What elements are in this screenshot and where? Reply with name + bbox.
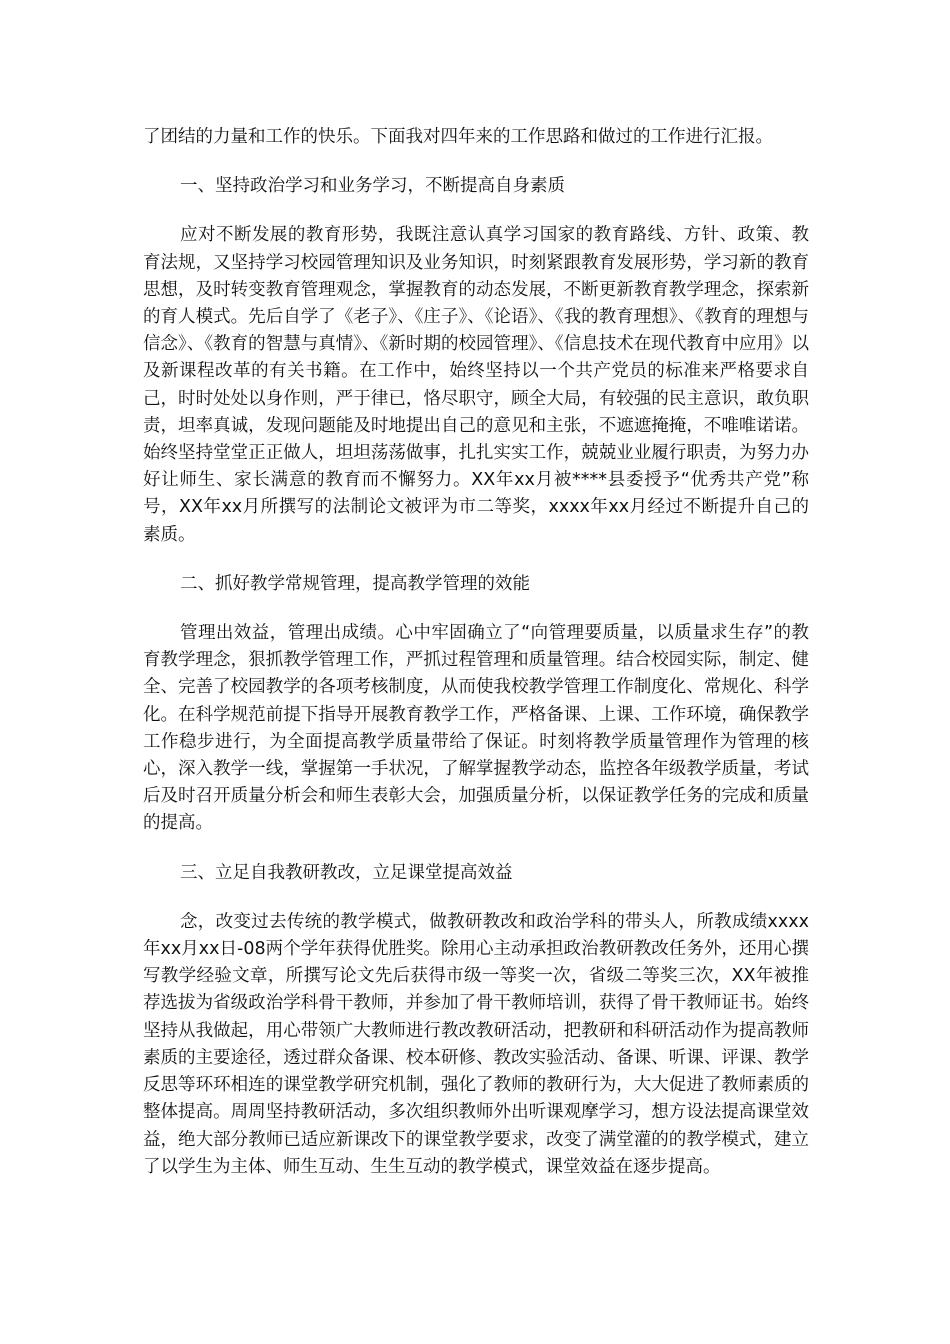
spacer [143,887,809,909]
spacer [143,838,809,860]
section-heading-1: 一、坚持政治学习和业务学习，不断提高自身素质 [180,176,565,197]
section-heading-2: 二、抓好教学常规管理，提高教学管理的效能 [180,573,530,594]
spacer [143,200,809,222]
section-body-1: 应对不断发展的教育形势，我既注意认真学习国家的教育路线、方针、政策、教育法规，又坚持学习校园管理知识及业务知识，时刻紧跟教育发展形势，学习新的教育思想，及时转变教育管理观念，掌握教育的动态发展，不断更新教育教学理念，探索新的育人模式。先后自学了《老子》、《庄子》、《论语》、《我的教育理想》、《教育的理想与信念》、《教育的智慧与真情》、《新时期的校园管理》、《信息技术在现代教育中应用》以及新课程改革的有关书籍。在工作中，始终坚持以一个共产党员的标准来严格要求自己，时时处处以身作则，严于律已，恪尽职守，顾全大局，有较强的民主意识，敢负职责，坦率真诚，发现问题能及时地提出自己的意见和主张，不遮遮掩掩，不唯唯诺诺。始终坚持堂堂正正做人，坦坦荡荡做事，扎扎实实工作，兢兢业业履行职责，为努力办好让师生、家长满意的教育而不懈努力。XX年xx月被****县委授予“优秀共产党”称号，XX年xx月所撰写的法制论文被评为市二等奖，xxxx年xx月经过不断提升自己的素质。 [143,225,809,545]
section-heading-3: 三、立足自我教研教改，立足课堂提高效益 [180,862,513,883]
spacer [143,151,809,173]
spacer [143,598,809,620]
document-page [143,124,809,1181]
intro-paragraph: 了团结的力量和工作的快乐。下面我对四年来的工作思路和做过的工作进行汇报。 [143,127,773,147]
section-body-3: 念，改变过去传统的教学模式，做教研教改和政治学科的带头人，所教成绩xxxx年xx月xx日-08两个学年获得优胜奖。除用心主动承担政治教研教改任务外，还用心撰写教学经验文章，所撰写论文先后获得市级一等奖一次，省级二等奖三次，XX年被推荐选拔为省级政治学科骨干教师，并参加了骨干教师培训，获得了骨干教师证书。始终坚持从我做起，用心带领广大教师进行教改教研活动，把教研和科研活动作为提高教师素质的主要途径，透过群众备课、校本研修、教改实验活动、备课、听课、评课、教学反思等环环相连的课堂教学研究机制，强化了教师的教研行为，大大促进了教师素质的整体提高。周周坚持教研活动，多次组织教师外出听课观摩学习，想方设法提高课堂效益，绝大部分教师已适应新课改下的课堂教学要求，改变了满堂灌的的教学模式，建立了以学生为主体、师生互动、生生互动的教学模式，课堂效益在逐步提高。 [143,911,809,1177]
spacer [143,549,809,571]
section-body-2: 管理出效益，管理出成绩。心中牢固确立了“向管理要质量，以质量求生存”的教育教学理念，狠抓教学管理工作，严抓过程管理和质量管理。结合校园实际，制定、健全、完善了校园教学的各项考核制度，从而使我校教学管理工作制度化、常规化、科学化。在科学规范前提下指导开展教育教学工作，严格备课、上课、工作环境，确保教学工作稳步进行，为全面提高教学质量带给了保证。时刻将教学质量管理作为管理的核心，深入教学一线，掌握第一手状况，了解掌握教学动态，监控各年级教学质量，考试后及时召开质量分析会和师生表彰大会，加强质量分析，以保证教学任务的完成和质量的提高。 [143,623,809,834]
